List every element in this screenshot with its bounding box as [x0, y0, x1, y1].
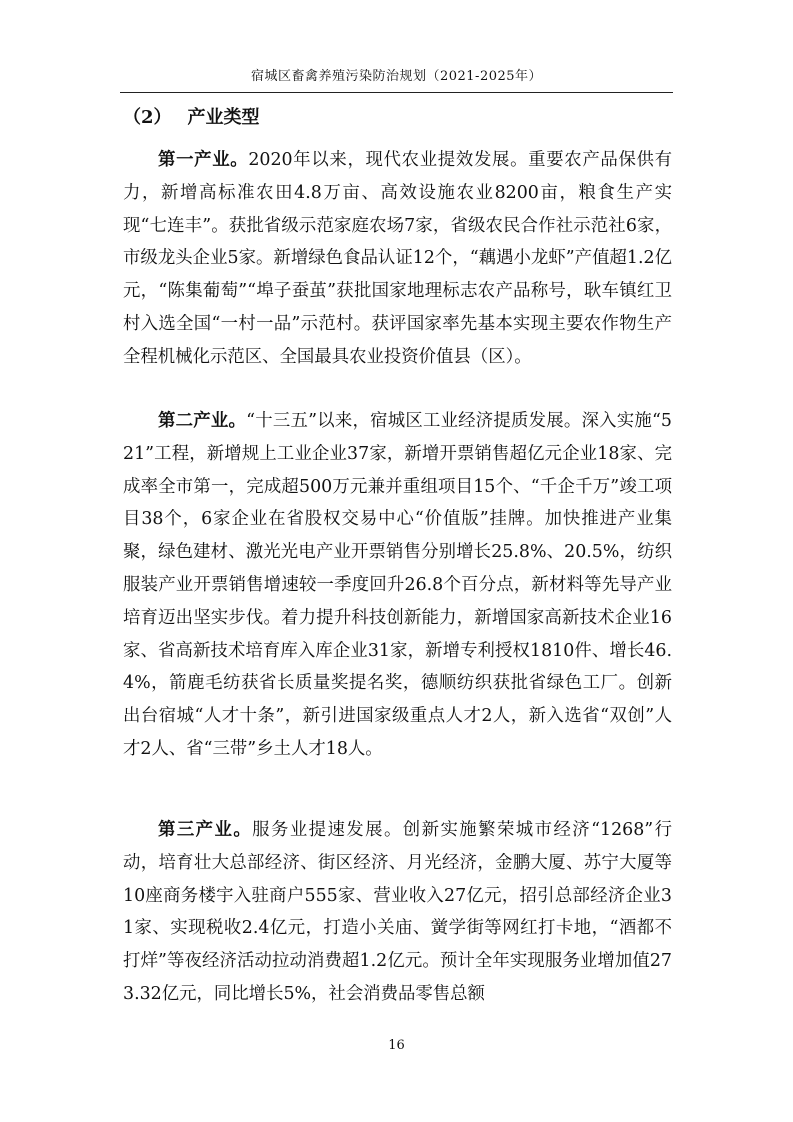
paragraph-lead: 第二产业。 [158, 411, 247, 431]
paragraph-tertiary-industry [123, 814, 672, 1011]
paragraph-primary-industry [123, 144, 672, 374]
section-title: 产业类型 [187, 107, 260, 128]
header-rule [120, 92, 673, 93]
section-heading [123, 103, 260, 133]
paragraph-text: 2020年以来，现代农业提效发展。重要农产品保供有力，新增高标准农田4.8万亩、高效设施农业8200亩，粮食生产实现“七连丰”。获批省级示范家庭农场7家，省级农民合作社示范社6家，市级龙头企业5家。新增绿色食品认证12个，“藕遇小龙虾”产值超1.2亿元，“陈集葡萄”“埠子蚕茧”获批国家地理标志农产品称号，耿车镇红卫村入选全国“一村一品”示范村。获评国家率先基本实现主要农作物生产全程机械化示范区、全国最具农业投资价值县（区）。 [123, 150, 672, 367]
paragraph-text: 服务业提速发展。创新实施繁荣城市经济“1268”行动，培育壮大总部经济、街区经济、月光经济，金鹏大厦、苏宁大厦等10座商务楼宇入驻商户555家、营业收入27亿元，招引总部经济企业31家、实现税收2.4亿元，打造小关庙、黉学街等网红打卡地，“酒都不打烊”等夜经济活动拉动消费超1.2亿元。预计全年实现服务业增加值273.32亿元，同比增长5%，社会消费品零售总额 [123, 820, 672, 1004]
paragraph-lead: 第一产业。 [158, 150, 249, 170]
paragraph-secondary-industry [123, 405, 672, 766]
page-number: 16 [388, 1038, 405, 1053]
section-number: （2） [123, 107, 172, 128]
paragraph-lead: 第三产业。 [158, 820, 253, 840]
running-header: 宿城区畜禽养殖污染防治规划（2021-2025年） [250, 69, 543, 84]
paragraph-text: “十三五”以来，宿城区工业经济提质发展。深入实施“521”工程，新增规上工业企业37家，新增开票销售超亿元企业18家、完成率全市第一，完成超500万元兼并重组项目15个、“千企千万”竣工项目38个，6家企业在省股权交易中心“价值版”挂牌。加快推进产业集聚，绿色建材、激光光电产业开票销售分别增长25.8%、20.5%，纺织服装产业开票销售增速较一季度回升26.8个百分点，新材料等先导产业培育迈出坚实步伐。着力提升科技创新能力，新增国家高新技术企业16家、省高新技术培育库入库企业31家，新增专利授权1810件、增长46.4%，箭鹿毛纺获省长质量奖提名奖，德顺纺织获批省绿色工厂。创新出台宿城“人才十条”，新引进国家级重点人才2人，新入选省“双创”人才2人、省“三带”乡土人才18人。 [123, 411, 672, 759]
